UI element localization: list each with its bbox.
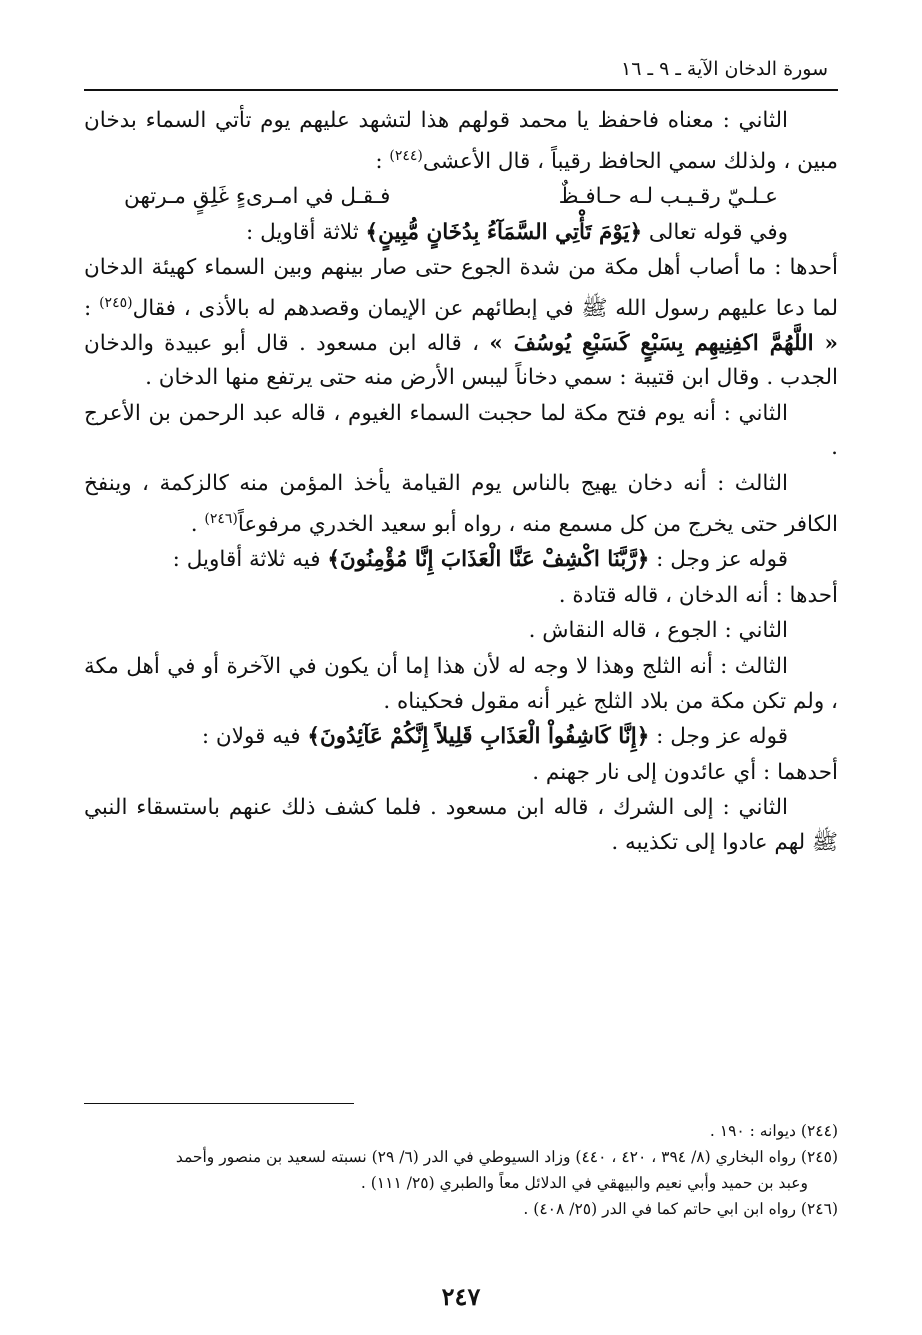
paragraph-second-verse: قوله عز وجل : ﴿رَّبَّنَا اكْشِفْ عَنَّا الْعَذَابَ إِنَّا مُؤْمِنُونَ﴾ فيه ثلاثة أقاويل : bbox=[172, 547, 788, 573]
paragraph-second-opinion: الثاني : أنه يوم فتح مكة لما حجبت السماء الغيوم ، قاله عبد الرحمن بن الأعرج . bbox=[84, 400, 838, 461]
verse-second-hemistich: فـقـل في امـرىءٍ غَلِقٍ مـرتهن bbox=[124, 184, 391, 210]
quran-quote: ﴿إِنَّا كَاشِفُواْ الْعَذَابِ قَلِيلاً إِنَّكُمْ عَآئِدُونَ﴾ bbox=[307, 724, 650, 750]
paragraph-return-two: الثاني : إلى الشرك ، قاله ابن مسعود . فلما كشف ذلك عنهم باستسقاء النبي ﷺ لهم عادوا إلى تكذيبه . bbox=[84, 795, 838, 855]
paragraph-return-one: أحدهما : أي عائدون إلى نار جهنم . bbox=[532, 759, 838, 785]
hadith-quote: « اللَّهُمَّ اكفِنِيهِم بِسَبْعٍ كَسَبْعِ يُوسُفَ » bbox=[489, 330, 838, 356]
footnote-245: (٢٤٥) رواه البخاري (٨/ ٣٩٤ ، ٤٢٠ ، ٤٤٠) وزاد السيوطي في الدر (٦/ ٢٩) نسبته لسعيد بن منصور وأحمد bbox=[175, 1148, 838, 1166]
footnotes bbox=[84, 1118, 838, 1222]
paragraph-first-opinion: أحدها : ما أصاب أهل مكة من شدة الجوع حتى صار بينهم وبين السماء كهيئة الدخان لما دعا عليهم رسول الله ﷺ في إبطائهم عن الإيمان وقصدهم له بالأذى ، فقال$^{(٢٤٥)}$ : « اللَّهُمَّ اكفِنِيهِم بِسَبْعٍ كَسَبْعِ يُوسُفَ » ، قاله ابن مسعود . قال أبو عبيدة والدخان الجدب . وقال ابن قتيبة : سمي دخاناً ليبس الأرض منه حتى يرتفع منها الدخان . bbox=[84, 255, 839, 391]
quran-quote: ﴿يَوْمَ تَأْتِي السَّمَآءُ بِدُخَانٍ مُّبِينٍ﴾ bbox=[365, 219, 643, 245]
footnote-ref-245: (٢٤٥) bbox=[99, 294, 133, 311]
paragraph-opinion-one: أحدها : أنه الدخان ، قاله قتادة . bbox=[558, 582, 838, 608]
footnote-244: (٢٤٤) ديوانه : ١٩٠ . bbox=[709, 1122, 838, 1140]
paragraph-second-meaning: الثاني : معناه فاحفظ يا محمد قولهم هذا لتشهد عليهم يوم تأتي السماء بدخان مبين ، ولذلك سمي الحافظ رقيباً ، قال الأعشى$^{(٢٤٤)}$ : bbox=[84, 108, 838, 174]
verse-first-hemistich: عـلـيّ رقـيـب لـه حـافـظٌ bbox=[558, 184, 778, 210]
paragraph-opinion-two: الثاني : الجوع ، قاله النقاش . bbox=[528, 618, 788, 644]
footnote-ref-244: (٢٤٤) bbox=[389, 147, 423, 164]
quran-quote: ﴿رَّبَّنَا اكْشِفْ عَنَّا الْعَذَابَ إِنَّا مُؤْمِنُونَ﴾ bbox=[327, 547, 650, 573]
footnote-ref-246: (٢٤٦) bbox=[204, 510, 238, 527]
running-header: سورة الدخان الآية ـ ٩ ـ ١٦ bbox=[620, 58, 828, 80]
header-rule bbox=[84, 89, 838, 91]
poetry-verse bbox=[84, 180, 838, 215]
footnote-246: (٢٤٦) رواه ابن ابي حاتم كما في الدر (٢٥/ ٤٠٨) . bbox=[523, 1200, 838, 1218]
footnote-rule bbox=[84, 1103, 354, 1104]
paragraph-third-verse: قوله عز وجل : ﴿إِنَّا كَاشِفُواْ الْعَذَابِ قَلِيلاً إِنَّكُمْ عَآئِدُونَ﴾ فيه قولان : bbox=[201, 724, 788, 750]
page-number: ٢٤٧ bbox=[441, 1282, 481, 1311]
paragraph-verse-intro: وفي قوله تعالى ﴿يَوْمَ تَأْتِي السَّمَآءُ بِدُخَانٍ مُّبِينٍ﴾ ثلاثة أقاويل : bbox=[246, 219, 788, 245]
body-text bbox=[84, 104, 838, 861]
paragraph-third-opinion: الثالث : أنه دخان يهيج بالناس يوم القيامة يأخذ المؤمن منه كالزكمة ، وينفخ الكافر حتى يخرج من كل مسمع منه ، رواه أبو سعيد الخدري مرفوعاً$^{(٢٤٦)}$ . bbox=[84, 470, 838, 537]
footnote-245-continued: وعبد بن حميد وأبي نعيم والبيهقي في الدلائل معاً والطبري (٢٥/ ١١١) . bbox=[360, 1174, 808, 1192]
paragraph-opinion-three: الثالث : أنه الثلج وهذا لا وجه له لأن هذا إما أن يكون في الآخرة أو في أهل مكة ، ولم تكن مكة من بلاد الثلج غير أنه مقول فحكيناه . bbox=[84, 653, 838, 714]
